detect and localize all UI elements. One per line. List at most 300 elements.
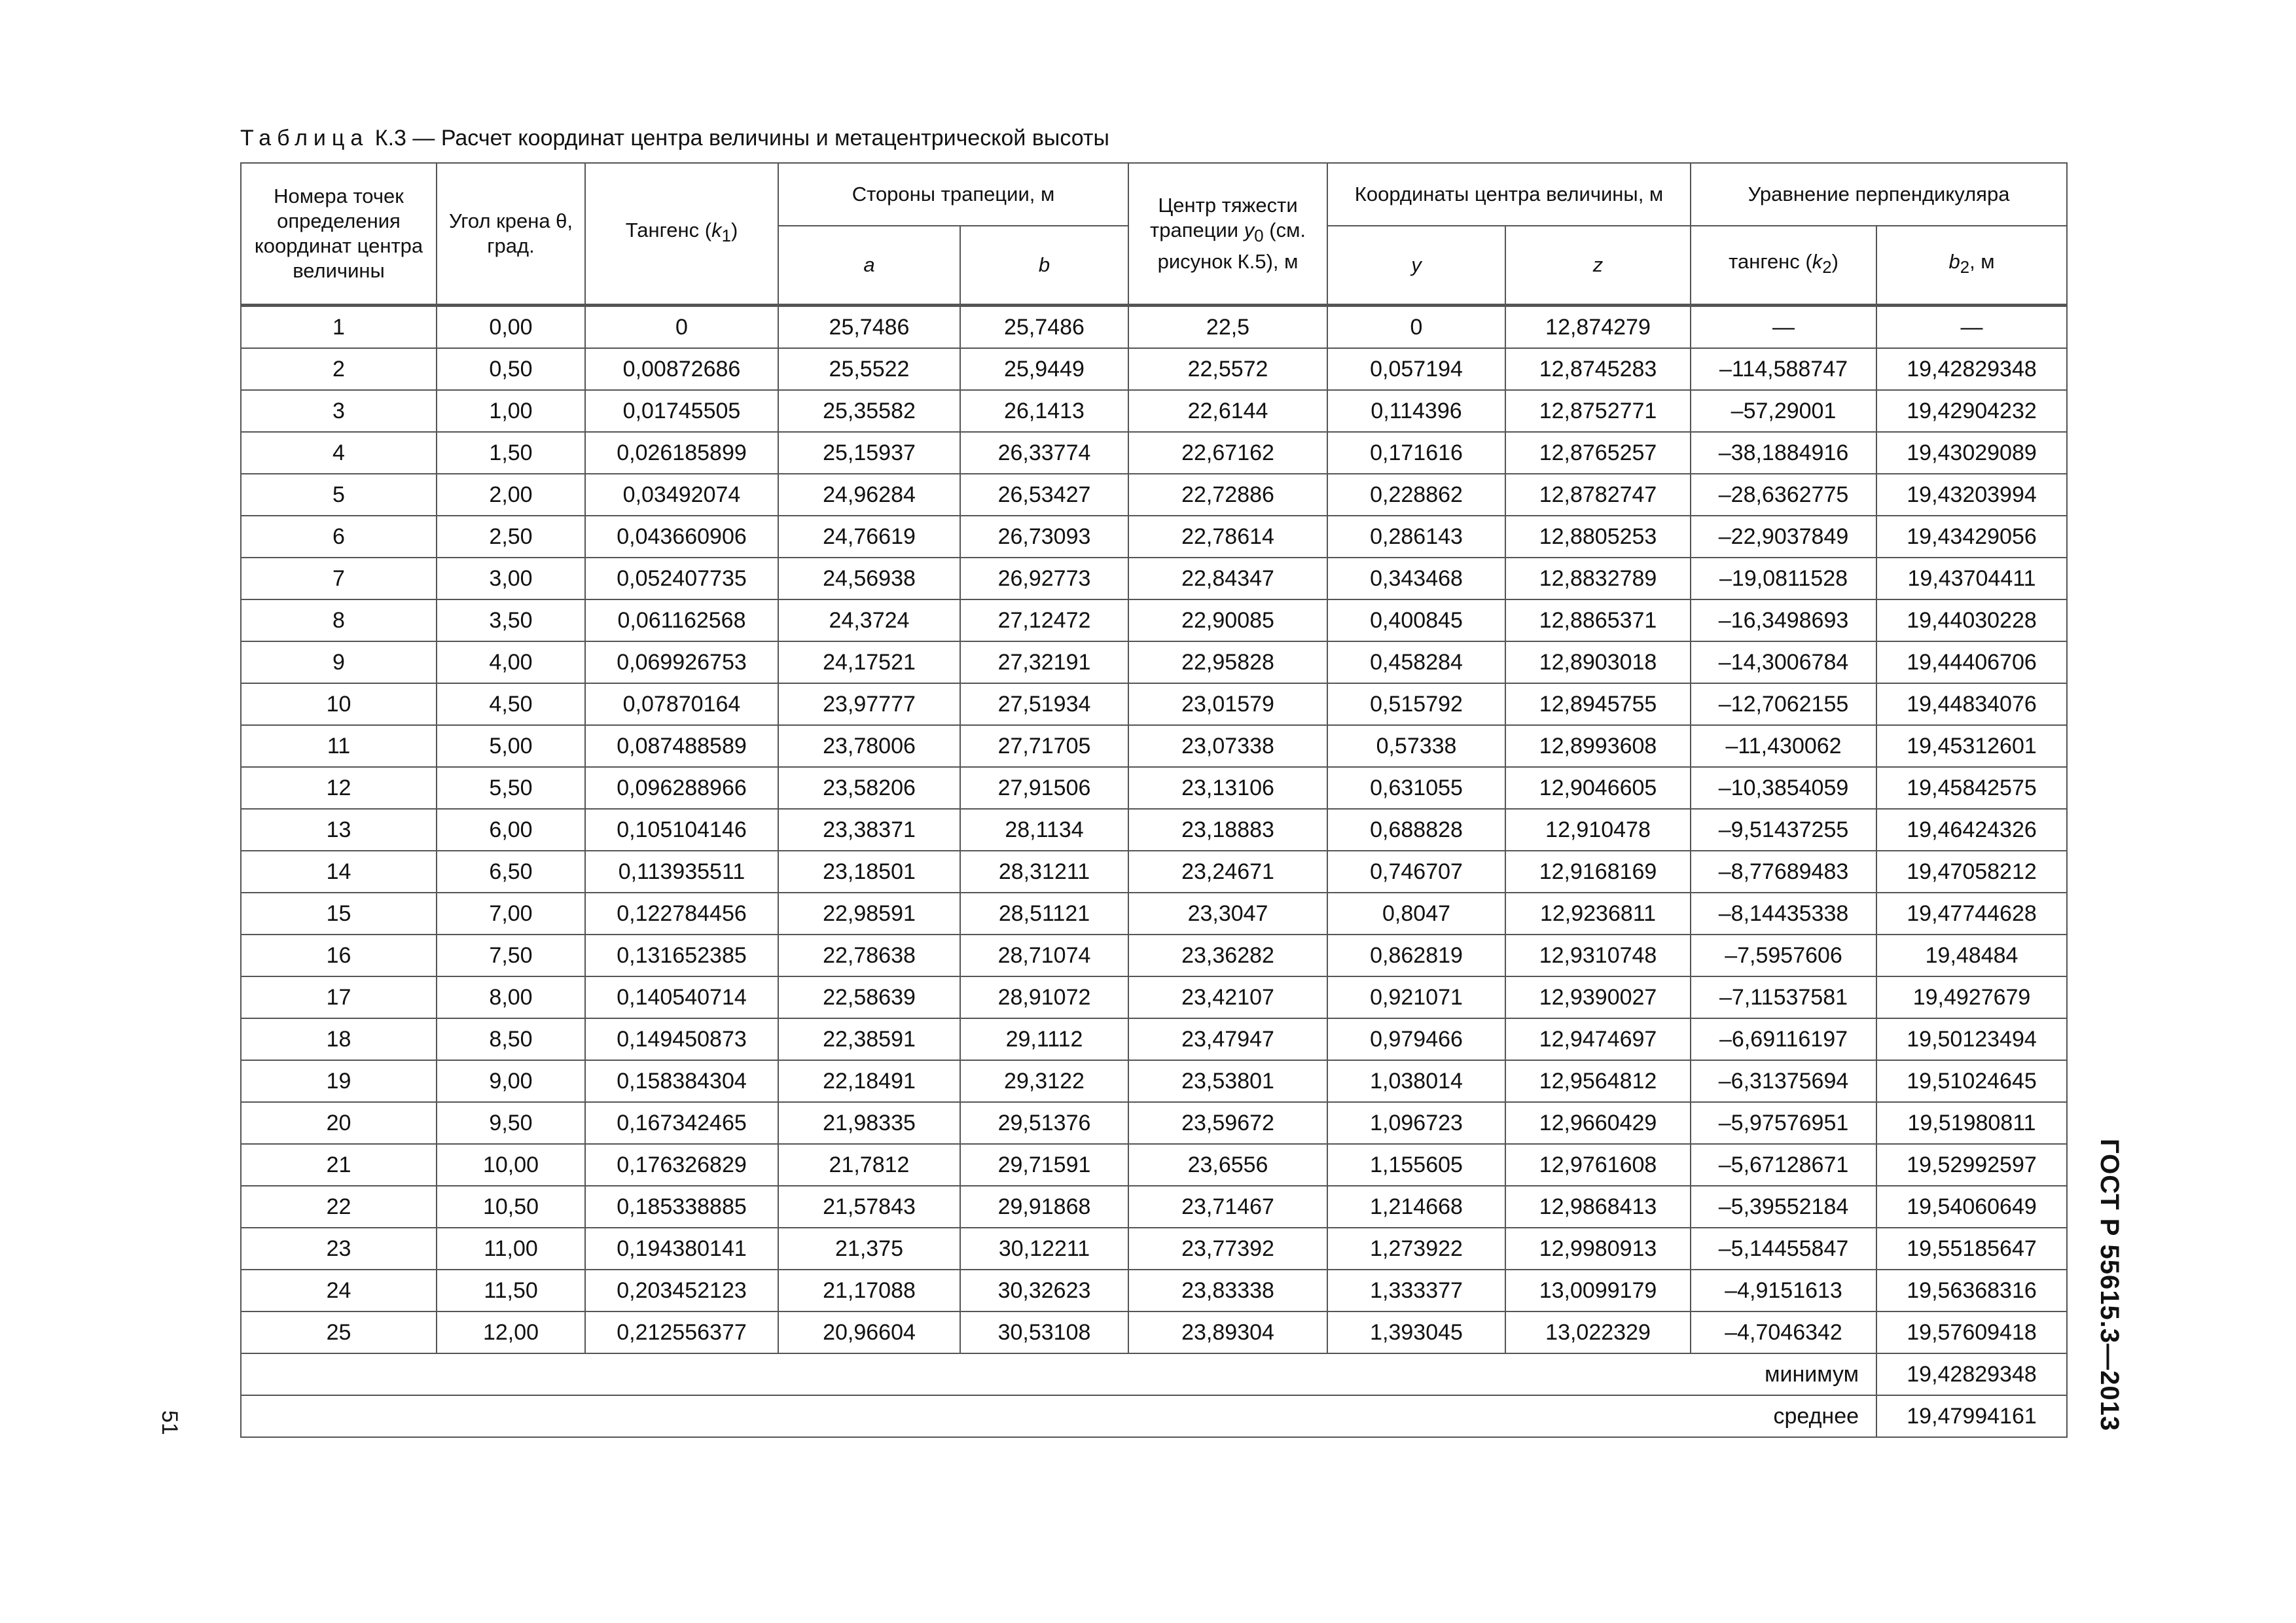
table-cell: 0,228862: [1327, 474, 1505, 516]
footer-avg-label: среднее: [241, 1395, 1876, 1437]
table-cell: 0,8047: [1327, 893, 1505, 935]
table-cell: 9,00: [437, 1060, 585, 1102]
table-cell: 7,50: [437, 935, 585, 976]
table-cell: 22,98591: [778, 893, 960, 935]
table-cell: 23,3047: [1128, 893, 1327, 935]
data-table: [240, 162, 2068, 1438]
table-cell: 8,00: [437, 976, 585, 1018]
table-cell: 11,50: [437, 1270, 585, 1311]
table-cell: 22,6144: [1128, 390, 1327, 432]
table-cell: 1,155605: [1327, 1144, 1505, 1186]
table-row: [241, 809, 2067, 851]
table-cell: 22,5572: [1128, 348, 1327, 390]
table-cell: 1,00: [437, 390, 585, 432]
table-cell: 22,18491: [778, 1060, 960, 1102]
table-cell: 8,50: [437, 1018, 585, 1060]
header-b2: $b_2$, м: [1876, 226, 2067, 306]
table-row: [241, 851, 2067, 893]
table-cell: 29,51376: [960, 1102, 1128, 1144]
table-cell: 10: [241, 683, 437, 725]
table-cell: 0,631055: [1327, 767, 1505, 809]
table-cell: 0,057194: [1327, 348, 1505, 390]
table-cell: 23: [241, 1228, 437, 1270]
table-cell: 19,42904232: [1876, 390, 2067, 432]
table-cell: 22,84347: [1128, 558, 1327, 599]
table-cell: 22,38591: [778, 1018, 960, 1060]
table-cell: 1,273922: [1327, 1228, 1505, 1270]
table-row: [241, 1270, 2067, 1311]
table-cell: 29,1112: [960, 1018, 1128, 1060]
table-row: [241, 725, 2067, 767]
table-cell: –10,3854059: [1691, 767, 1876, 809]
table-cell: 1: [241, 306, 437, 349]
table-cell: 0,185338885: [585, 1186, 778, 1228]
header-coord-z: z: [1505, 226, 1691, 306]
table-cell: –5,14455847: [1691, 1228, 1876, 1270]
table-cell: 12,8903018: [1505, 641, 1691, 683]
page-number: 51: [157, 1410, 182, 1435]
table-cell: 12,9761608: [1505, 1144, 1691, 1186]
table-cell: 5: [241, 474, 437, 516]
table-cell: 19,43203994: [1876, 474, 2067, 516]
table-cell: 20: [241, 1102, 437, 1144]
table-cell: 19,42829348: [1876, 348, 2067, 390]
table-cell: 24,17521: [778, 641, 960, 683]
table-cell: –8,77689483: [1691, 851, 1876, 893]
table-cell: –16,3498693: [1691, 599, 1876, 641]
table-cell: –7,5957606: [1691, 935, 1876, 976]
table-cell: 10,00: [437, 1144, 585, 1186]
table-cell: 0,921071: [1327, 976, 1505, 1018]
table-cell: 16: [241, 935, 437, 976]
table-cell: –4,7046342: [1691, 1311, 1876, 1353]
table-cell: 5,50: [437, 767, 585, 809]
header-trapezoid-centroid: Центр тяжести трапеции $y_0$ (см. рисунок К.5), м: [1128, 163, 1327, 306]
header-point-number: Номера точек определения координат центра величины: [241, 163, 437, 306]
table-cell: 25,35582: [778, 390, 960, 432]
table-row: [241, 1060, 2067, 1102]
table-cell: 30,53108: [960, 1311, 1128, 1353]
table-cell: 28,91072: [960, 976, 1128, 1018]
table-cell: 12,8782747: [1505, 474, 1691, 516]
table-cell: 4: [241, 432, 437, 474]
table-cell: 12,8745283: [1505, 348, 1691, 390]
header-buoyancy-coords: Координаты центра величины, м: [1327, 163, 1691, 226]
table-cell: 2: [241, 348, 437, 390]
table-cell: 4,50: [437, 683, 585, 725]
footer-row-average: [241, 1395, 2067, 1437]
table-cell: 23,18883: [1128, 809, 1327, 851]
table-cell: 0,979466: [1327, 1018, 1505, 1060]
table-row: [241, 306, 2067, 349]
table-cell: –5,97576951: [1691, 1102, 1876, 1144]
table-cell: 0,746707: [1327, 851, 1505, 893]
table-cell: 1,333377: [1327, 1270, 1505, 1311]
table-cell: 19,45842575: [1876, 767, 2067, 809]
table-cell: 1,393045: [1327, 1311, 1505, 1353]
table-cell: 22,5: [1128, 306, 1327, 349]
table-cell: –9,51437255: [1691, 809, 1876, 851]
table-cell: 28,71074: [960, 935, 1128, 976]
table-cell: 29,91868: [960, 1186, 1128, 1228]
table-cell: 0,171616: [1327, 432, 1505, 474]
header-coord-y: y: [1327, 226, 1505, 306]
table-cell: 19,4927679: [1876, 976, 2067, 1018]
table-cell: 12,9660429: [1505, 1102, 1691, 1144]
table-row: [241, 390, 2067, 432]
table-cell: 22,90085: [1128, 599, 1327, 641]
table-row: [241, 683, 2067, 725]
table-row: [241, 767, 2067, 809]
table-cell: 1,038014: [1327, 1060, 1505, 1102]
table-cell: 12,9168169: [1505, 851, 1691, 893]
table-cell: 2,00: [437, 474, 585, 516]
table-cell: 0,515792: [1327, 683, 1505, 725]
table-cell: –6,69116197: [1691, 1018, 1876, 1060]
table-cell: –4,9151613: [1691, 1270, 1876, 1311]
table-cell: 23,59672: [1128, 1102, 1327, 1144]
table-row: [241, 1144, 2067, 1186]
table-cell: 14: [241, 851, 437, 893]
table-cell: 23,13106: [1128, 767, 1327, 809]
table-cell: 25,5522: [778, 348, 960, 390]
table-cell: 19,43704411: [1876, 558, 2067, 599]
table-cell: 22,67162: [1128, 432, 1327, 474]
table-cell: 23,24671: [1128, 851, 1327, 893]
table-cell: 0,026185899: [585, 432, 778, 474]
table-cell: —: [1876, 306, 2067, 349]
table-cell: 19,45312601: [1876, 725, 2067, 767]
table-cell: 21,7812: [778, 1144, 960, 1186]
table-cell: 12,9868413: [1505, 1186, 1691, 1228]
table-cell: 0,043660906: [585, 516, 778, 558]
table-cell: 18: [241, 1018, 437, 1060]
table-cell: 23,83338: [1128, 1270, 1327, 1311]
table-cell: 12,8832789: [1505, 558, 1691, 599]
table-cell: –12,7062155: [1691, 683, 1876, 725]
header-trapezoid-sides: Стороны трапеции, м: [778, 163, 1128, 226]
table-cell: 19,44834076: [1876, 683, 2067, 725]
table-cell: 25,15937: [778, 432, 960, 474]
table-cell: 2,50: [437, 516, 585, 558]
table-cell: 25: [241, 1311, 437, 1353]
table-row: [241, 1186, 2067, 1228]
table-cell: 25,7486: [960, 306, 1128, 349]
table-cell: 23,58206: [778, 767, 960, 809]
table-cell: 23,78006: [778, 725, 960, 767]
table-cell: 12,910478: [1505, 809, 1691, 851]
footer-min-label: минимум: [241, 1353, 1876, 1395]
table-cell: 28,1134: [960, 809, 1128, 851]
table-row: [241, 1018, 2067, 1060]
table-cell: 12,8993608: [1505, 725, 1691, 767]
table-row: [241, 1102, 2067, 1144]
table-cell: 0,122784456: [585, 893, 778, 935]
footer-avg-value: 19,47994161: [1876, 1395, 2067, 1437]
table-cell: 0,688828: [1327, 809, 1505, 851]
table-cell: 0,052407735: [585, 558, 778, 599]
table-cell: 19,57609418: [1876, 1311, 2067, 1353]
table-cell: 1,214668: [1327, 1186, 1505, 1228]
table-cell: 7: [241, 558, 437, 599]
table-cell: 22,78614: [1128, 516, 1327, 558]
table-cell: –6,31375694: [1691, 1060, 1876, 1102]
table-row: [241, 935, 2067, 976]
table-cell: –57,29001: [1691, 390, 1876, 432]
table-cell: 28,51121: [960, 893, 1128, 935]
table-cell: 30,12211: [960, 1228, 1128, 1270]
table-cell: –5,67128671: [1691, 1144, 1876, 1186]
table-cell: 26,92773: [960, 558, 1128, 599]
table-cell: 22,78638: [778, 935, 960, 976]
table-cell: 19,43029089: [1876, 432, 2067, 474]
table-cell: 24,3724: [778, 599, 960, 641]
table-cell: 0,176326829: [585, 1144, 778, 1186]
header-perpendicular-equation: Уравнение перпендикуляра: [1691, 163, 2067, 226]
table-cell: 21,375: [778, 1228, 960, 1270]
table-row: [241, 474, 2067, 516]
table-cell: 23,97777: [778, 683, 960, 725]
footer-row-minimum: [241, 1353, 2067, 1395]
table-cell: 12,8945755: [1505, 683, 1691, 725]
table-cell: 19,54060649: [1876, 1186, 2067, 1228]
table-cell: 13,0099179: [1505, 1270, 1691, 1311]
table-row: [241, 641, 2067, 683]
table-cell: –5,39552184: [1691, 1186, 1876, 1228]
table-cell: 28,31211: [960, 851, 1128, 893]
caption-prefix: Таблица: [240, 126, 369, 151]
table-cell: 0: [1327, 306, 1505, 349]
table-cell: 25,9449: [960, 348, 1128, 390]
table-cell: 23,18501: [778, 851, 960, 893]
table-cell: 20,96604: [778, 1311, 960, 1353]
table-cell: 19,55185647: [1876, 1228, 2067, 1270]
table-cell: 17: [241, 976, 437, 1018]
table-cell: 25,7486: [778, 306, 960, 349]
table-cell: 12,8765257: [1505, 432, 1691, 474]
table-cell: 19,52992597: [1876, 1144, 2067, 1186]
table-cell: –14,3006784: [1691, 641, 1876, 683]
table-cell: 8: [241, 599, 437, 641]
table-cell: 0,105104146: [585, 809, 778, 851]
table-cell: 27,51934: [960, 683, 1128, 725]
table-cell: 27,32191: [960, 641, 1128, 683]
table-cell: 0,00: [437, 306, 585, 349]
table-cell: 12,8805253: [1505, 516, 1691, 558]
table-cell: 0,458284: [1327, 641, 1505, 683]
table-cell: 19,47058212: [1876, 851, 2067, 893]
table-cell: 12,9390027: [1505, 976, 1691, 1018]
table-cell: 22: [241, 1186, 437, 1228]
table-cell: 0,061162568: [585, 599, 778, 641]
table-cell: 27,12472: [960, 599, 1128, 641]
table-cell: 12,874279: [1505, 306, 1691, 349]
table-cell: –7,11537581: [1691, 976, 1876, 1018]
table-cell: 0: [585, 306, 778, 349]
table-row: [241, 432, 2067, 474]
table-cell: 12: [241, 767, 437, 809]
table-cell: 0,194380141: [585, 1228, 778, 1270]
table-cell: 12,9236811: [1505, 893, 1691, 935]
table-row: [241, 1228, 2067, 1270]
table-cell: 24,96284: [778, 474, 960, 516]
table-cell: 23,89304: [1128, 1311, 1327, 1353]
standard-designation: ГОСТ Р 55615.3—2013: [2095, 1139, 2124, 1432]
table-cell: 19,46424326: [1876, 809, 2067, 851]
table-cell: 6,00: [437, 809, 585, 851]
table-row: [241, 516, 2067, 558]
table-cell: 19,44030228: [1876, 599, 2067, 641]
table-cell: 5,00: [437, 725, 585, 767]
table-cell: 19,48484: [1876, 935, 2067, 976]
table-cell: 9,50: [437, 1102, 585, 1144]
table-row: [241, 599, 2067, 641]
table-cell: 23,53801: [1128, 1060, 1327, 1102]
table-cell: 11: [241, 725, 437, 767]
table-cell: 15: [241, 893, 437, 935]
table-cell: 21: [241, 1144, 437, 1186]
table-cell: 26,73093: [960, 516, 1128, 558]
header-tangent-k2: тангенс $(k_2)$: [1691, 226, 1876, 306]
table-cell: 1,50: [437, 432, 585, 474]
table-cell: 27,71705: [960, 725, 1128, 767]
table-row: [241, 348, 2067, 390]
table-cell: 0,203452123: [585, 1270, 778, 1311]
table-cell: 0,50: [437, 348, 585, 390]
table-cell: 12,00: [437, 1311, 585, 1353]
table-cell: 23,6556: [1128, 1144, 1327, 1186]
table-cell: 6,50: [437, 851, 585, 893]
table-caption: [240, 126, 1109, 151]
table-cell: 29,3122: [960, 1060, 1128, 1102]
table-cell: 30,32623: [960, 1270, 1128, 1311]
table-cell: 7,00: [437, 893, 585, 935]
table-cell: 9: [241, 641, 437, 683]
table-cell: 19,50123494: [1876, 1018, 2067, 1060]
table-cell: 0,069926753: [585, 641, 778, 683]
header-tangent-k1: Тангенс $(k_1)$: [585, 163, 778, 306]
table-cell: 0,131652385: [585, 935, 778, 976]
table-cell: –28,6362775: [1691, 474, 1876, 516]
table-cell: 0,00872686: [585, 348, 778, 390]
table-cell: 12,9474697: [1505, 1018, 1691, 1060]
table-cell: 0,01745505: [585, 390, 778, 432]
table-cell: 3: [241, 390, 437, 432]
table-cell: 12,9980913: [1505, 1228, 1691, 1270]
table-cell: 12,8752771: [1505, 390, 1691, 432]
table-cell: 0,03492074: [585, 474, 778, 516]
table-cell: 23,42107: [1128, 976, 1327, 1018]
table-cell: 0,343468: [1327, 558, 1505, 599]
header-side-a: a: [778, 226, 960, 306]
table-cell: –11,430062: [1691, 725, 1876, 767]
table-cell: 11,00: [437, 1228, 585, 1270]
table-cell: 4,00: [437, 641, 585, 683]
table-cell: 24: [241, 1270, 437, 1311]
table-cell: 19,51980811: [1876, 1102, 2067, 1144]
table-cell: 26,33774: [960, 432, 1128, 474]
table-cell: 22,72886: [1128, 474, 1327, 516]
table-cell: 0,158384304: [585, 1060, 778, 1102]
table-cell: 0,212556377: [585, 1311, 778, 1353]
table-cell: 12,9310748: [1505, 935, 1691, 976]
table-cell: 12,8865371: [1505, 599, 1691, 641]
table-cell: 22,95828: [1128, 641, 1327, 683]
table-cell: 6: [241, 516, 437, 558]
table-row: [241, 976, 2067, 1018]
table-cell: 26,53427: [960, 474, 1128, 516]
table-row: [241, 1311, 2067, 1353]
caption-text: К.3 — Расчет координат центра величины и метацентрической высоты: [374, 126, 1109, 151]
table-cell: 13,022329: [1505, 1311, 1691, 1353]
table-cell: 24,56938: [778, 558, 960, 599]
table-row: [241, 558, 2067, 599]
footer-min-value: 19,42829348: [1876, 1353, 2067, 1395]
table-cell: 0,113935511: [585, 851, 778, 893]
table-cell: 19,43429056: [1876, 516, 2067, 558]
table-cell: 0,07870164: [585, 683, 778, 725]
table-cell: 3,50: [437, 599, 585, 641]
table-cell: 0,167342465: [585, 1102, 778, 1144]
header-side-b: b: [960, 226, 1128, 306]
table-cell: 23,07338: [1128, 725, 1327, 767]
table-cell: 12,9046605: [1505, 767, 1691, 809]
table-cell: —: [1691, 306, 1876, 349]
table-cell: –19,0811528: [1691, 558, 1876, 599]
table-cell: 0,286143: [1327, 516, 1505, 558]
table-cell: 22,58639: [778, 976, 960, 1018]
table-cell: 23,38371: [778, 809, 960, 851]
table-cell: 19,56368316: [1876, 1270, 2067, 1311]
table-cell: 0,862819: [1327, 935, 1505, 976]
table-cell: 19,44406706: [1876, 641, 2067, 683]
table-cell: 21,57843: [778, 1186, 960, 1228]
table-cell: –8,14435338: [1691, 893, 1876, 935]
table-cell: 0,140540714: [585, 976, 778, 1018]
table-cell: 19,47744628: [1876, 893, 2067, 935]
table-cell: 21,17088: [778, 1270, 960, 1311]
table-cell: 27,91506: [960, 767, 1128, 809]
table-cell: 23,36282: [1128, 935, 1327, 976]
table-cell: 0,096288966: [585, 767, 778, 809]
table-cell: –22,9037849: [1691, 516, 1876, 558]
table-row: [241, 893, 2067, 935]
table-cell: –38,1884916: [1691, 432, 1876, 474]
table-cell: 10,50: [437, 1186, 585, 1228]
table-cell: 13: [241, 809, 437, 851]
table-cell: 23,47947: [1128, 1018, 1327, 1060]
table-cell: 23,71467: [1128, 1186, 1327, 1228]
table-cell: 29,71591: [960, 1144, 1128, 1186]
table-cell: 23,77392: [1128, 1228, 1327, 1270]
table-cell: 19: [241, 1060, 437, 1102]
table-cell: 23,01579: [1128, 683, 1327, 725]
table-cell: 21,98335: [778, 1102, 960, 1144]
table-cell: –114,588747: [1691, 348, 1876, 390]
table-cell: 0,087488589: [585, 725, 778, 767]
table-cell: 12,9564812: [1505, 1060, 1691, 1102]
table-cell: 24,76619: [778, 516, 960, 558]
table-cell: 0,149450873: [585, 1018, 778, 1060]
table-cell: 26,1413: [960, 390, 1128, 432]
table-cell: 19,51024645: [1876, 1060, 2067, 1102]
table-cell: 0,400845: [1327, 599, 1505, 641]
table-cell: 3,00: [437, 558, 585, 599]
table-cell: 0,57338: [1327, 725, 1505, 767]
table-cell: 0,114396: [1327, 390, 1505, 432]
table-cell: 1,096723: [1327, 1102, 1505, 1144]
header-heel-angle: Угол крена θ, град.: [437, 163, 585, 306]
